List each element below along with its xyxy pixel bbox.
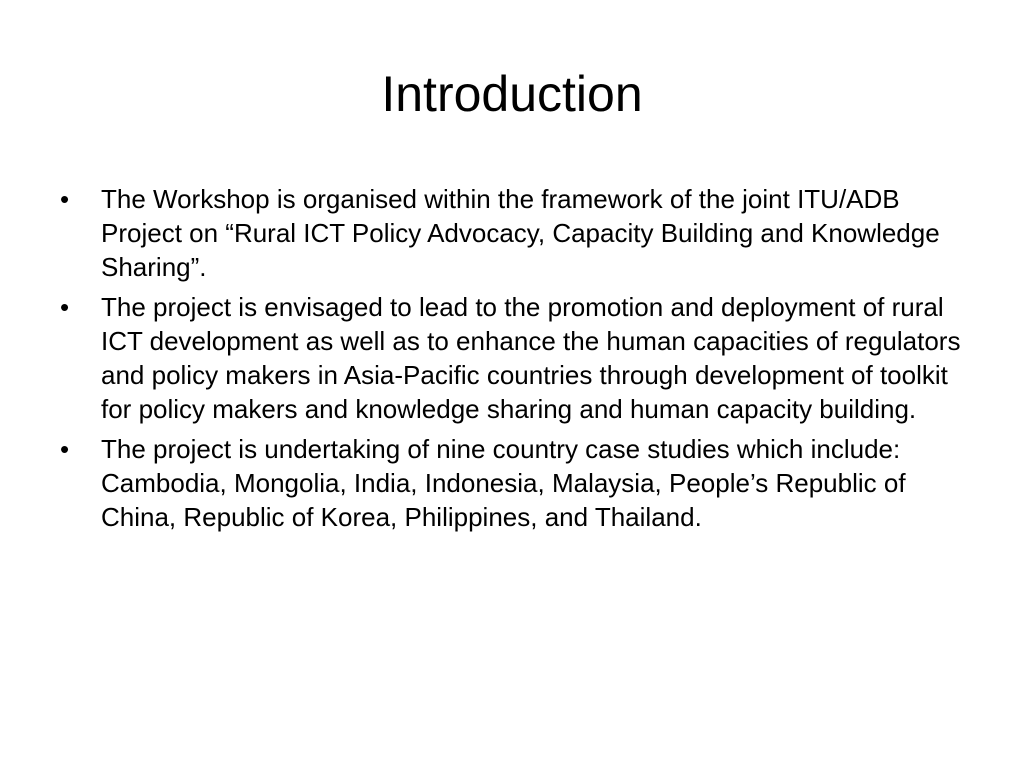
- bullet-marker: •: [60, 434, 70, 464]
- bullet-text: The project is envisaged to lead to the promotion and deployment of rural ICT development as well as to enhance the human capacities of regulators and policy makers in Asia-Pacific countries through development of toolkit for policy makers and knowledge sharing and human capacity building.: [101, 292, 961, 424]
- bullet-item: [60, 182, 970, 284]
- bullet-item: [60, 432, 970, 534]
- bullet-text: The Workshop is organised within the framework of the joint ITU/ADB Project on “Rural ICT Policy Advocacy, Capacity Building and Knowledge Sharing”.: [101, 184, 940, 282]
- bullet-marker: •: [60, 292, 70, 322]
- bullet-item: [60, 290, 970, 426]
- slide-title: Introduction: [381, 66, 643, 122]
- bullet-text: The project is undertaking of nine country case studies which include: Cambodia, Mongolia, India, Indonesia, Malaysia, People’s Republic of China, Republic of Korea, Philippines, and Thailand.: [101, 434, 906, 532]
- bullet-list: [60, 182, 970, 540]
- bullet-marker: •: [60, 184, 70, 214]
